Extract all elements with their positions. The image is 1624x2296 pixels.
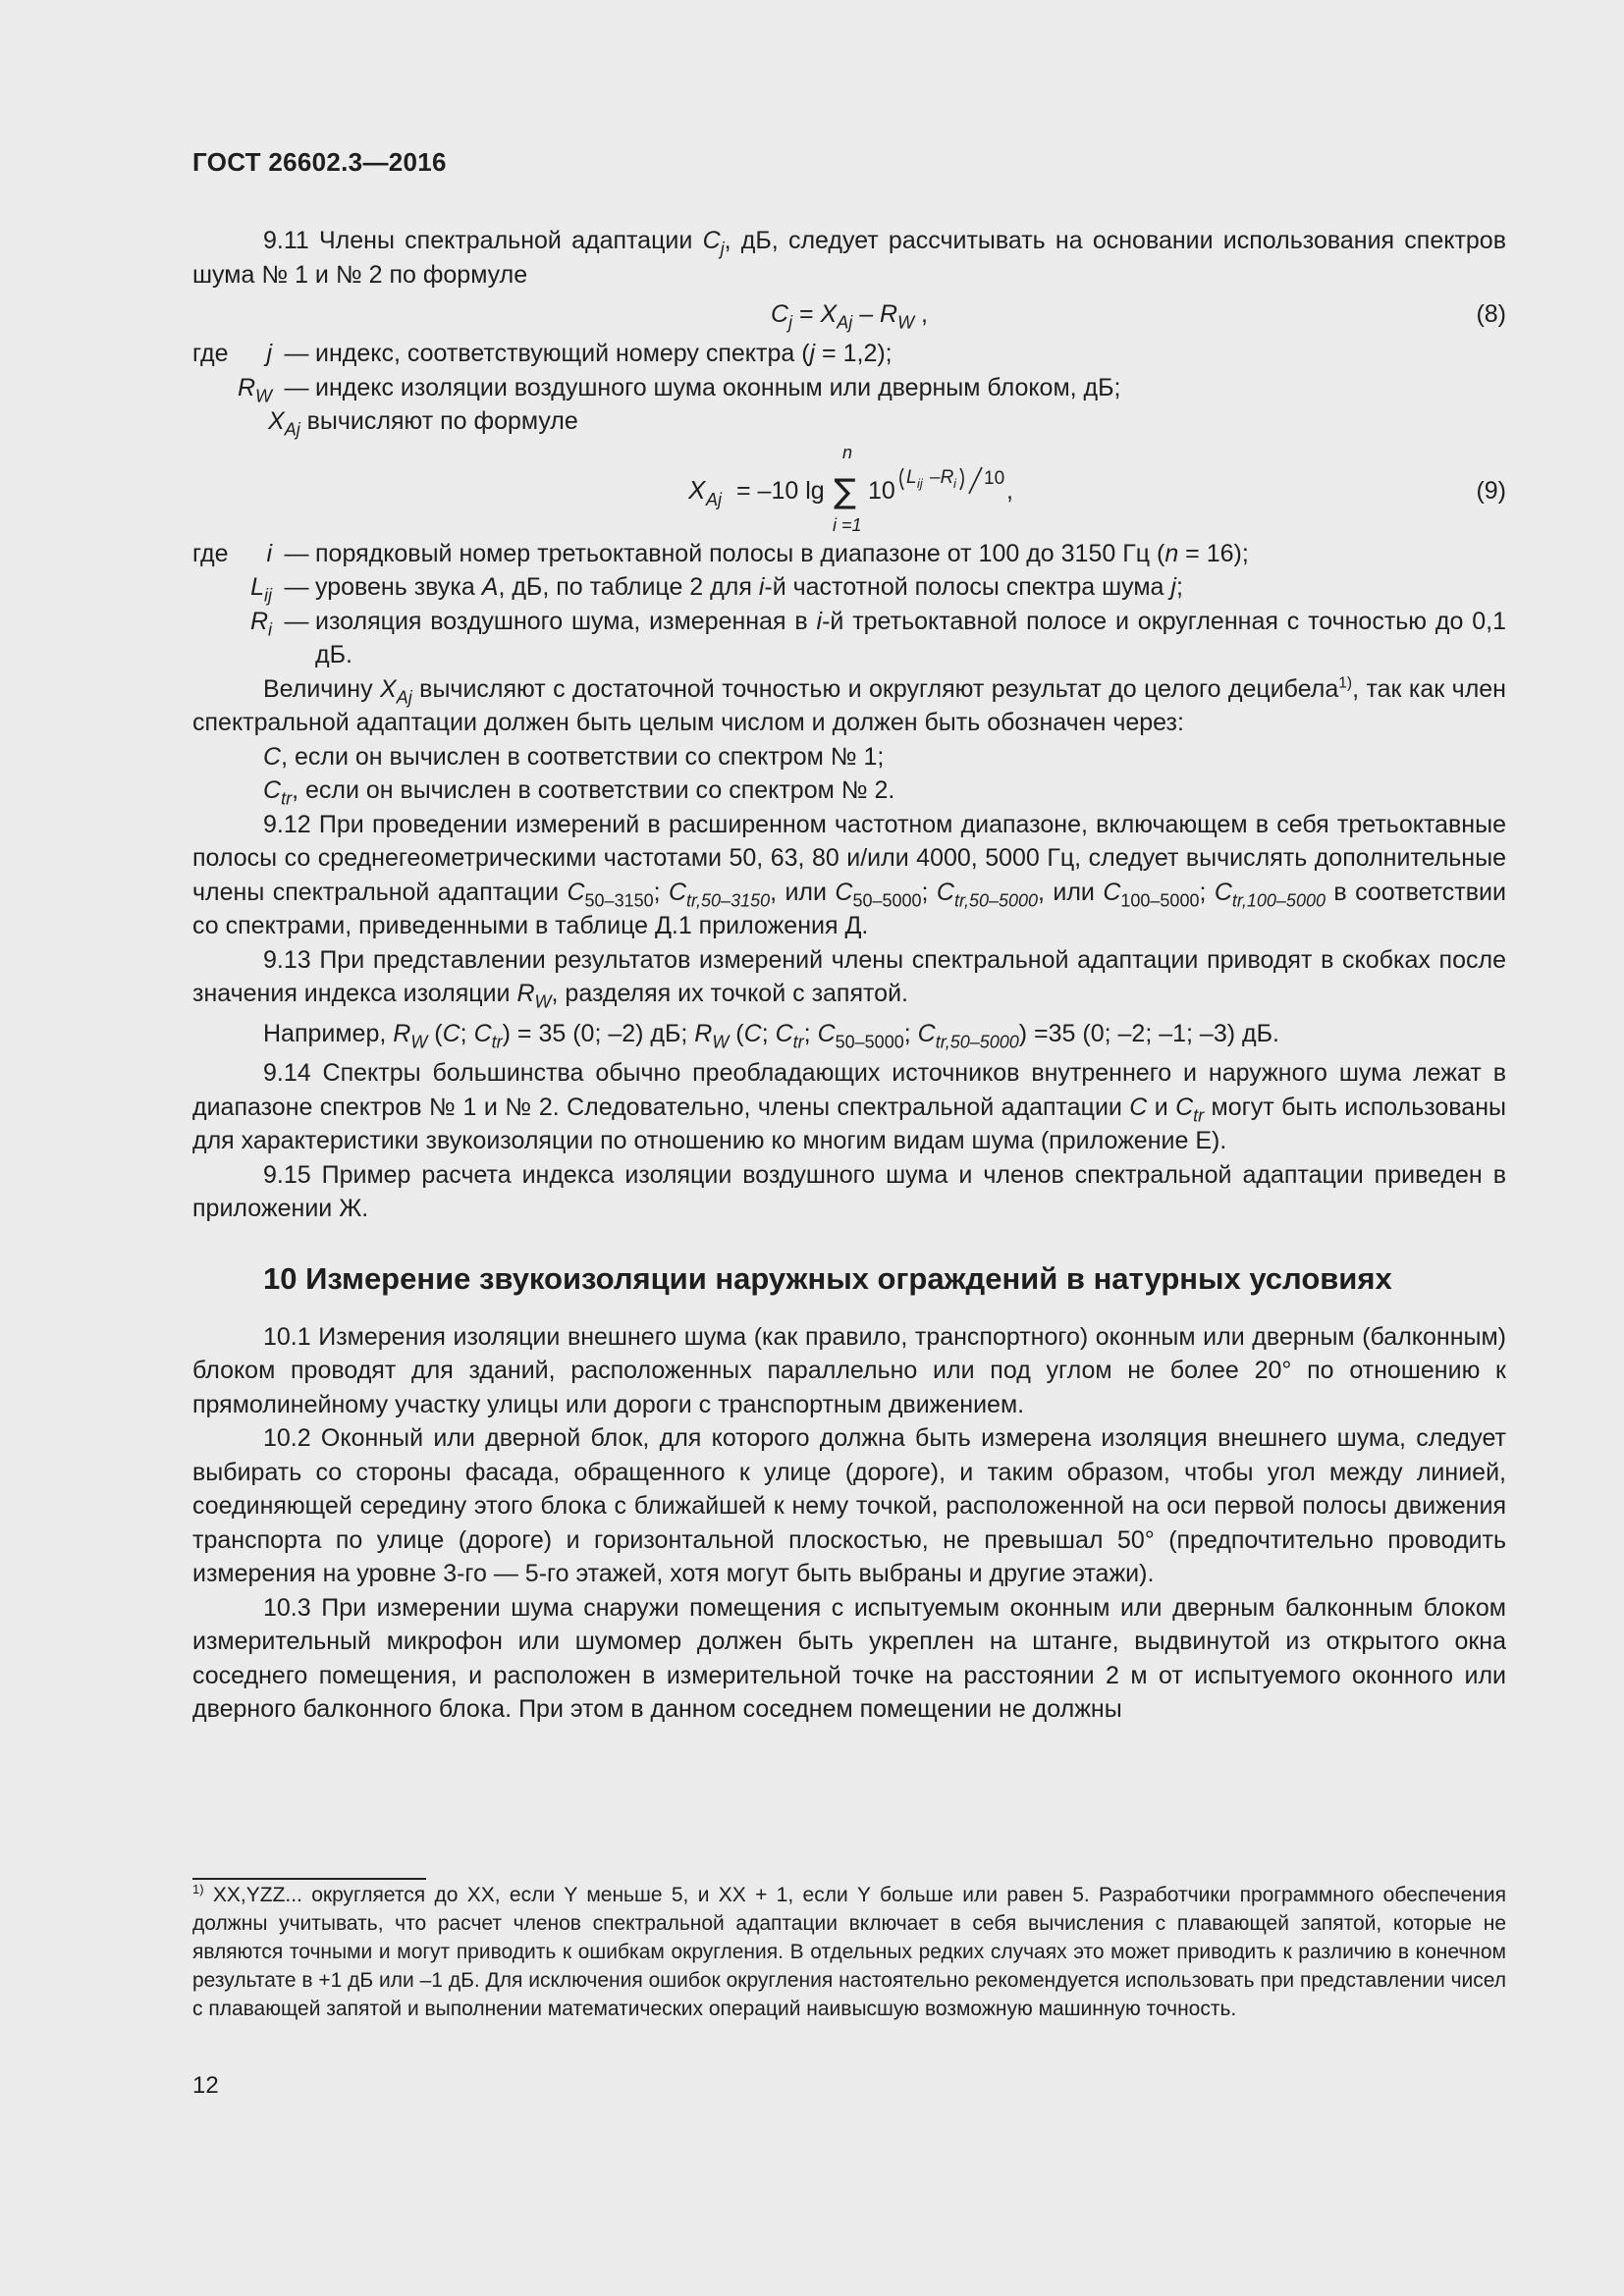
- exponent-L: L: [906, 466, 917, 488]
- formula-9: [192, 439, 1506, 537]
- section-10-heading: 10 Измерение звукоизоляции наружных ограждений в натурных условиях: [263, 1260, 1392, 1296]
- exponent-divisor: 10: [984, 467, 1005, 489]
- footnote-separator: [192, 1878, 426, 1880]
- definition-row: $L_{ij}$ — уровень звука A, дБ, по таблице 2 для i-й частотной полосы спектра шума j;: [250, 573, 1183, 606]
- definition-row: $X_{Aj}$ вычисляют по формуле: [268, 407, 578, 440]
- paragraph-10-2: 10.2 Оконный или дверной блок, для которого должна быть измерена изоляция внешнего шума, следует выбирать со стороны фасада, обращенного к улице (дороге), и таким образом, чтобы угол между линией, соединяющей середину этого блока с ближайшей к нему точкой, расположенной на оси первой полосы движения транспорта по улице (дороге) и горизонтальной плоскостью, не превышал 50° (предпочтительно проводить измерения на уровне 3-го — 5-го этажей, хотя могут быть выбраны и другие этажи).: [192, 1424, 1506, 1587]
- formula-9-rhs: = –10 lg: [736, 476, 825, 505]
- paragraph-9-11: 9.11 Члены спектральной адаптации $C_j$, дБ, следует рассчитывать на основании использования спектров шума № 1 и № 2 по формуле: [192, 227, 1506, 289]
- formula-9-expression: [688, 439, 1081, 537]
- sum-lower-limit: i =1: [833, 514, 862, 535]
- paragraph-example: Например, $R_W$ (C; $C_{tr}) = 35$ (0; –2) дБ; $R_W$ (C; $C_{tr}$; $C_{50-5000}$; $C_{tr,50-5000}) =35$ (0; –2; –1; –3) дБ.: [263, 1019, 1279, 1051]
- paragraph-9-13: 9.13 При представлении результатов измерений члены спектральной адаптации приводят в скобках после значения индекса изоляции $R_W$, разделяя их точкой с запятой.: [192, 945, 1506, 1012]
- definition-row: $R_i$ — изоляция воздушного шума, измеренная в i-й третьоктавной полосе и округленная с точностью до 0,1 дБ.: [249, 607, 1506, 668]
- right-paren: [960, 468, 963, 490]
- formula-9-lhs-sub: Aj: [706, 489, 723, 509]
- definition-row: где j — индекс, соответствующий номеру спектра (j = 1,2);: [192, 340, 893, 367]
- equation-number: (8): [1476, 300, 1506, 328]
- footnote-mark: 1): [192, 1882, 204, 1897]
- exponent-R-sub: i: [953, 475, 956, 491]
- definitions-formula-9: [192, 537, 1506, 672]
- paragraph-9-14: 9.14 Спектры большинства обычно преобладающих источников внутреннего и наружного шума лежат в диапазоне спектров № 1 и № 2. Следовательно, члены спектральной адаптации C и $C_{tr}$ могут быть использованы для характеристики звукоизоляции по отношению ко многим видам шума (приложение Е).: [192, 1059, 1506, 1154]
- sum-upper-limit: n: [842, 442, 853, 462]
- footnote: [192, 1881, 1506, 2023]
- definitions-formula-8: [192, 337, 1506, 439]
- formula-9-lhs: X: [688, 474, 706, 505]
- formula-9-comma: ,: [1006, 476, 1013, 505]
- exponent-L-sub: ij: [917, 475, 923, 491]
- equation-number: (9): [1476, 476, 1506, 505]
- power-base: 10: [868, 476, 895, 505]
- document-body: [192, 224, 1506, 1727]
- footnote-text: XX,YZZ... округляется до XX, если Y меньше 5, и XX + 1, если Y больше или равен 5. Разработчики программного обеспечения должны учитывать, что расчет членов спектральной адаптации включает в себя вычисления с плавающей запятой, которые не являются точными и могут приводить к ошибкам округления. В отдельных редких случаях это может приводить к различию в конечном результате в +1 дБ или –1 дБ. Для исключения ошибок округления настоятельно рекомендуется использовать при представлении чисел с плавающей запятой и выполнении математических операций наивысшую возможную машинную точность.: [192, 1884, 1506, 2020]
- definition-row: $R_W$ — индекс изоляции воздушного шума оконным или дверным блоком, дБ;: [237, 373, 1121, 405]
- item-ctr: $C_{tr}$, если он вычислен в соответствии со спектром № 2.: [263, 776, 895, 809]
- left-paren: [900, 468, 903, 490]
- paragraph-10-1: 10.1 Измерения изоляции внешнего шума (как правило, транспортного) оконным или дверным (балконным) блоком проводят для зданий, расположенных параллельно или под углом не более 20° по отношению к прямолинейному участку улицы или дороги с транспортным движением.: [192, 1322, 1506, 1418]
- item-c: C, если он вычислен в соответствии со спектром № 1;: [263, 742, 885, 771]
- definition-row: где i — порядковый номер третьоктавной полосы в диапазоне от 100 до 3150 Гц (n = 16);: [192, 539, 1249, 567]
- formula-8: [192, 292, 1506, 337]
- paragraph-9-15: 9.15 Пример расчета индекса изоляции воздушного шума и членов спектральной адаптации приведен в приложении Ж.: [192, 1160, 1506, 1222]
- sum-sign: ∑: [834, 471, 856, 511]
- paragraph-rounding: Величину $X_{Aj}$ вычисляют с достаточной точностью и округляют результат до целого децибела$^{1)}$, так как член спектральной адаптации должен быть целым числом и должен быть обозначен через:: [192, 674, 1506, 736]
- document-header: ГОСТ 26602.3—2016: [192, 147, 447, 177]
- paragraph-10-3: 10.3 При измерении шума снаружи помещения с испытуемым оконным или дверным балконным блоком измерительный микрофон или шумомер должен быть укреплен на штанге, выдвинутой из открытого окна соседнего помещения, и расположен в измерительной точке на расстоянии 2 м от испытуемого оконного или дверного балконного блока. При этом в данном соседнем помещении не должны: [192, 1593, 1506, 1723]
- page-number: 12: [192, 2072, 219, 2099]
- exponent-R: –R: [930, 466, 954, 488]
- formula-8-expression: $C_j = X_{Aj} - R_W$ ,: [770, 300, 929, 333]
- paragraph-9-12: 9.12 При проведении измерений в расширенном частотном диапазоне, включающем в себя третьоктавные полосы со среднегеометрическими частотами 50, 63, 80 и/или 4000, 5000 Гц, следует вычислять дополнительные члены спектральной адаптации $C_{50-3150}$; $C_{tr,50-3150}$, или $C_{50-5000}$; $C_{tr,50-5000}$, или $C_{100-5000}$; $C_{tr,100-5000}$ в соответствии со спектрами, приведенными в таблице Д.1 приложения Д.: [192, 810, 1506, 939]
- division-slash: [969, 467, 982, 494]
